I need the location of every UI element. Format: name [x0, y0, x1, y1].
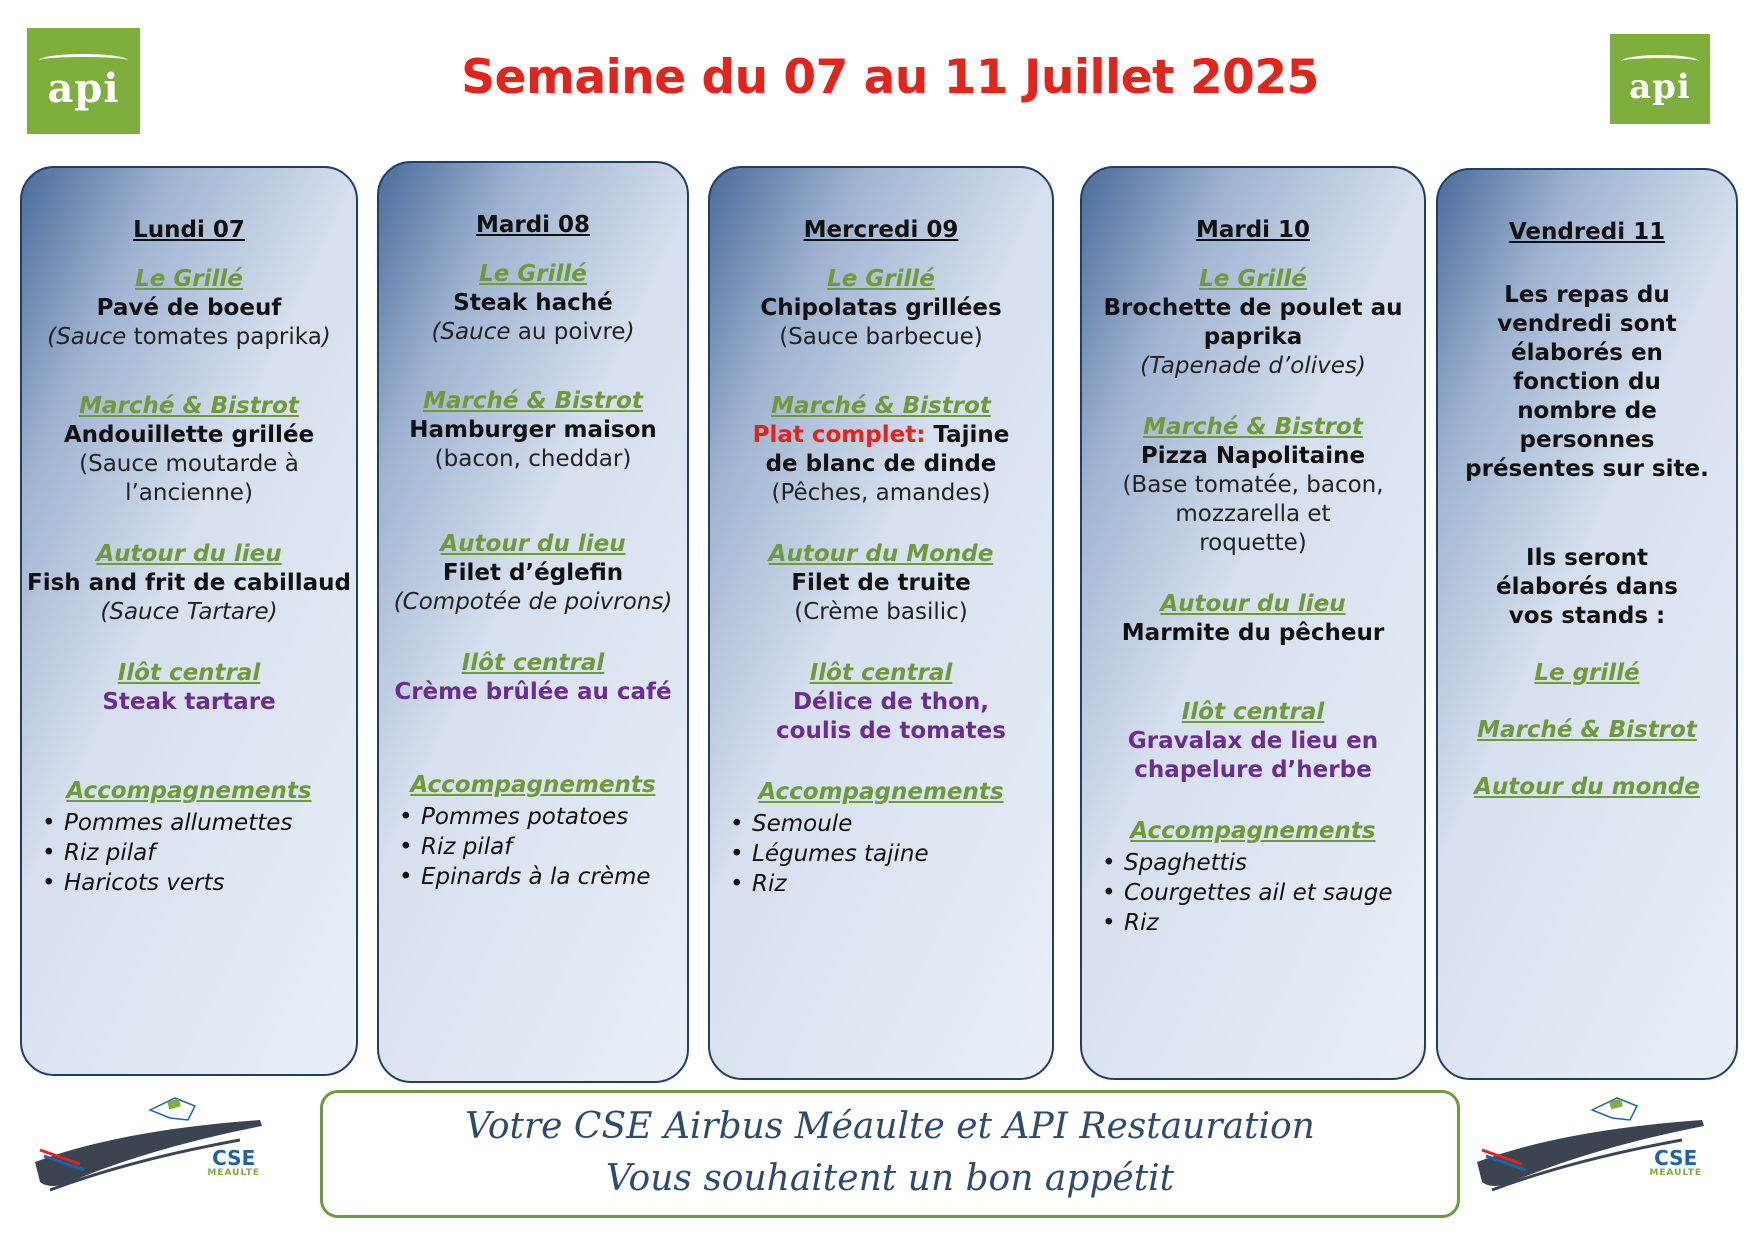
cse-logo-label: CSE MEAULTE [1649, 1146, 1702, 1178]
category-label: Accompagnements [758, 779, 1004, 805]
list-item: • Spaghettis [1082, 848, 1424, 878]
category-label: Accompagnements [1130, 818, 1376, 844]
dish-name: Hamburger maison [409, 417, 657, 443]
day-heading: Vendredi 11 [1508, 219, 1666, 245]
dish-name: Andouillette grillée [63, 422, 315, 448]
category-label: Le Grillé [135, 266, 243, 292]
list-item: • Epinards à la crème [379, 862, 687, 892]
day-column-mardi-08 [377, 161, 689, 1083]
category-label: Marché & Bistrot [79, 393, 299, 419]
section-grille [22, 265, 356, 352]
dish-note: (Tapenade d’olives) [1140, 353, 1366, 379]
list-item: • Courgettes ail et sauge [1082, 878, 1424, 908]
category-label: Ilôt central [809, 660, 953, 686]
section-marche [379, 387, 687, 474]
section-grille [379, 260, 687, 347]
friday-stands-intro: Ils seront élaborés dans vos stands : [1496, 545, 1678, 629]
section-autour [1082, 590, 1424, 648]
dish-name: Plat complet: Tajine de blanc de dinde [752, 422, 1010, 477]
section-grille [1082, 265, 1424, 381]
dish-name: Steak tartare [102, 689, 276, 715]
category-label: Marché & Bistrot [771, 393, 991, 419]
api-logo-text: api [47, 64, 120, 112]
dish-note: (Sauce au poivre) [431, 319, 635, 345]
friday-info-text: Les repas du vendredi sont élaborés en fonction du nombre de personnes présentes sur site. [1465, 282, 1709, 482]
dish-name: Marmite du pêcheur [1121, 620, 1385, 646]
dish-name: Crème brûlée au café [394, 679, 672, 705]
day-column-mercredi [708, 166, 1054, 1080]
section-accompagnements [379, 771, 687, 892]
section-accompagnements [1082, 817, 1424, 938]
footer-line-1: Votre CSE Airbus Méaulte et API Restauration [465, 1106, 1315, 1147]
dish-note: (Sauce moutarde à l’ancienne) [79, 451, 299, 506]
dish-name: Filet de truite [791, 570, 971, 596]
list-item: • Riz [710, 869, 1052, 899]
category-label: Autour du Monde [768, 541, 994, 567]
category-label: Le Grillé [827, 266, 935, 292]
side-dish-list [710, 809, 1052, 899]
section-marche [22, 392, 356, 508]
list-item: • Haricots verts [22, 868, 356, 898]
category-label: Autour du lieu [1160, 591, 1346, 617]
dish-note: (bacon, cheddar) [434, 446, 632, 472]
api-logo-left [27, 28, 140, 134]
category-label: Le Grillé [1199, 266, 1307, 292]
day-heading: Mardi 08 [475, 212, 591, 238]
day-column-mardi-10 [1080, 166, 1426, 1080]
section-accompagnements [22, 777, 356, 898]
day-heading: Mardi 10 [1195, 217, 1311, 243]
logo-swoosh-icon [1621, 55, 1699, 68]
page-title: Semaine du 07 au 11 Juillet 2025 [461, 50, 1319, 105]
category-label: Le Grillé [479, 261, 587, 287]
stand-label: Autour du monde [1474, 774, 1700, 800]
api-logo-right [1610, 34, 1710, 124]
section-accompagnements [710, 778, 1052, 899]
section-autour [710, 540, 1052, 627]
dish-note: (Pêches, amandes) [771, 480, 991, 506]
side-dish-list [1082, 848, 1424, 938]
footer-message-box [320, 1090, 1460, 1218]
list-item: • Riz pilaf [379, 832, 687, 862]
category-label: Autour du lieu [96, 541, 282, 567]
footer-line-2: Vous souhaitent un bon appétit [605, 1158, 1175, 1199]
category-label: Ilôt central [1181, 699, 1325, 725]
day-column-lundi [20, 166, 358, 1076]
category-label: Ilôt central [117, 660, 261, 686]
category-label: Autour du lieu [440, 531, 626, 557]
side-dish-list [22, 808, 356, 898]
section-marche [710, 392, 1052, 508]
dish-name: Délice de thon, coulis de tomates [776, 689, 1006, 744]
day-column-vendredi [1436, 168, 1738, 1080]
dish-note: (Sauce barbecue) [779, 324, 983, 350]
dish-name: Fish and frit de cabillaud [27, 570, 351, 596]
section-ilot [379, 649, 687, 707]
cse-logo-left [30, 1090, 270, 1210]
dish-name: Pavé de boeuf [96, 295, 282, 321]
list-item: • Riz [1082, 908, 1424, 938]
day-heading: Lundi 07 [133, 217, 245, 243]
section-autour [22, 540, 356, 627]
dish-note: (Base tomatée, bacon, mozzarella et roquette) [1122, 472, 1384, 556]
dish-name: Filet d’églefin [442, 560, 624, 586]
day-heading: Mercredi 09 [803, 217, 959, 243]
list-item: • Légumes tajine [710, 839, 1052, 869]
list-item: • Semoule [710, 809, 1052, 839]
category-label: Marché & Bistrot [1143, 414, 1363, 440]
category-label: Accompagnements [410, 772, 656, 798]
stand-label: Le grillé [1534, 660, 1640, 686]
cse-logo-right [1472, 1090, 1712, 1210]
plat-complet-label: Plat complet: [752, 422, 926, 448]
dish-note: (Compotée de poivrons) [393, 589, 673, 615]
cse-logo-label: CSE MEAULTE [207, 1146, 260, 1178]
section-autour [379, 530, 687, 617]
section-ilot [22, 659, 356, 717]
section-marche [1082, 413, 1424, 558]
dish-name: Pizza Napolitaine [1140, 443, 1366, 469]
section-ilot [1082, 698, 1424, 785]
dish-note: (Sauce Tartare) [100, 599, 278, 625]
category-label: Accompagnements [66, 778, 312, 804]
stand-label: Marché & Bistrot [1477, 717, 1697, 743]
section-ilot [710, 659, 1052, 746]
dish-name: Steak haché [453, 290, 613, 316]
dish-name: Chipolatas grillées [760, 295, 1002, 321]
list-item: • Pommes allumettes [22, 808, 356, 838]
dish-name: Gravalax de lieu en chapelure d’herbe [1127, 728, 1379, 783]
category-label: Marché & Bistrot [423, 388, 643, 414]
category-label: Ilôt central [461, 650, 605, 676]
section-grille [710, 265, 1052, 352]
list-item: • Pommes potatoes [379, 802, 687, 832]
api-logo-text: api [1629, 66, 1691, 107]
list-item: • Riz pilaf [22, 838, 356, 868]
side-dish-list [379, 802, 687, 892]
dish-note: (Crème basilic) [794, 599, 968, 625]
dish-name: Brochette de poulet au paprika [1103, 295, 1403, 350]
dish-note: (Sauce tomates paprika) [47, 324, 331, 350]
